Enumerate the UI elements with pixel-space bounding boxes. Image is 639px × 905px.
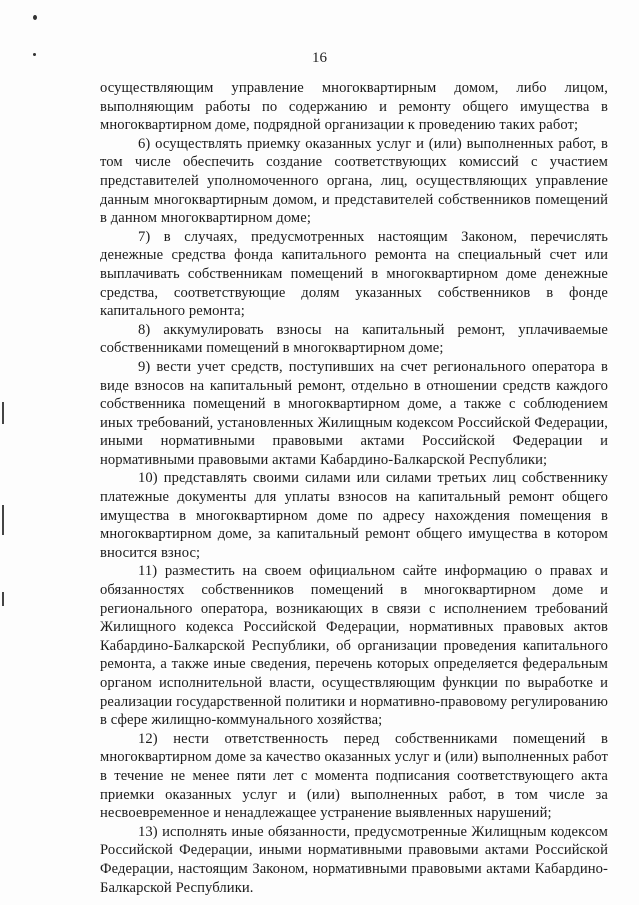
scan-artifact xyxy=(33,15,37,20)
paragraph-item-6: 6) осуществлять приемку оказанных услуг и (или) выполненных работ, в том числе обеспечить создание соответствующих комиссий с участием представителей уполномоченного органа, лиц, осуществляющих управление данным многоквартирным домом, и представителей собственников помещений в данном многоквартирном доме; xyxy=(100,135,608,227)
paragraph-item-7: 7) в случаях, предусмотренных настоящим Законом, перечислять денежные средства фонда капитального ремонта на специальный счет или выплачивать собственникам помещений в многоквартирном доме денежные средства, соответствующие долям указанных собственников в фонде капитального ремонта; xyxy=(100,228,608,320)
paragraph-item-10: 10) представлять своими силами или силами третьих лиц собственнику платежные документы для уплаты взносов на капитальный ремонт общего имущества в многоквартирном доме по адресу нахождения помещения в многоквартирном доме, за капитальный ремонт общего имущества в котором вносится взнос; xyxy=(100,470,608,561)
paragraph-item-13: 13) исполнять иные обязанности, предусмотренные Жилищным кодексом Российской Федерации, иными нормативными правовыми актами Российской Федерации, настоящим Законом, нормативными правовыми актами Кабардино-Балкарской Республики. xyxy=(100,823,608,896)
scan-edge-mark xyxy=(2,592,4,606)
body-text xyxy=(100,79,608,897)
paragraph-item-9: 9) вести учет средств, поступивших на счет регионального оператора в виде взносов на капитальный ремонт, отдельно в отношении средств каждого собственника помещений в многоквартирном доме, а также с соблюдением иных требований, установленных Жилищным кодексом Российской Федерации, иными нормативными правовыми актами Российской Федерации и нормативными правовыми актами Кабардино-Балкарской Республики; xyxy=(100,358,608,468)
scan-edge-mark xyxy=(2,505,4,535)
page-number: 16 xyxy=(312,50,327,66)
paragraph-item-8: 8) аккумулировать взносы на капитальный ремонт, уплачиваемые собственниками помещений в многоквартирном доме; xyxy=(100,321,608,357)
paragraph-continuation: осуществляющим управление многоквартирным домом, либо лицом, выполняющим работы по содержанию и ремонту общего имущества в многоквартирном доме, подрядной организации к проведению таких работ; xyxy=(100,80,608,134)
scan-edge-mark xyxy=(2,402,4,424)
paragraph-item-11: 11) разместить на своем официальном сайте информацию о правах и обязанностях собственников помещений в многоквартирном доме и регионального оператора, возникающих в связи с исполнением требований Жилищного кодекса Российской Федерации, нормативных правовых актов Кабардино-Балкарской Республики, об организации проведения капитального ремонта, а также иные сведения, перечень которых определяется федеральным органом исполнительной власти, осуществляющим функции по выработке и реализации государственной политики и нормативно-правовому регулированию в сфере жилищно-коммунального хозяйства; xyxy=(100,563,608,729)
paragraph-item-12: 12) нести ответственность перед собственниками помещений в многоквартирном доме за качество оказанных услуг и (или) выполненных работ в течение не менее пяти лет с момента подписания соответствующего акта приемки оказанных услуг и (или) выполненных работ, в том числе за несвоевременное и ненадлежащее устранение выявленных нарушений; xyxy=(100,730,608,822)
